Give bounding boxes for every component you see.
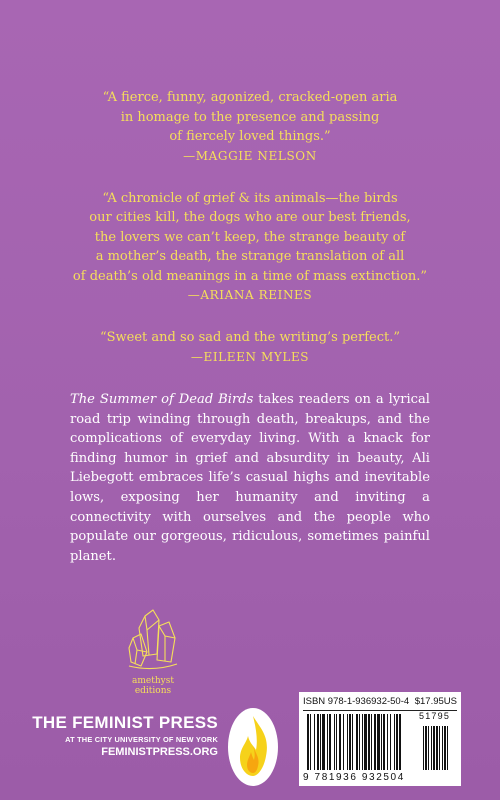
- price-text: $17.95US: [414, 696, 457, 707]
- flame-icon: [226, 706, 280, 788]
- publisher-url: FEMINISTPRESS.ORG: [101, 746, 218, 758]
- isbn-text: ISBN 978-1-936932-50-4: [303, 696, 410, 707]
- book-description: [70, 390, 430, 566]
- blurb-eileen-myles: [0, 328, 500, 367]
- imprint-label: amethyst editions: [132, 676, 174, 696]
- barcode-header: [303, 696, 457, 711]
- amethyst-crystal-icon: [125, 608, 181, 674]
- description-text: takes readers on a lyrical road trip winding through death, breakups, and the complications of everyday living. With a knack for finding humor in grief and absurdity in beauty, Ali Liebegott embraces life’s casual highs and inevitable lows, exposing her humanity and inviting a connectivity with ourselves and the people who populate our gorgeous, ridiculous, sometimes painful planet.: [70, 392, 430, 564]
- imprint-logo: [113, 608, 193, 696]
- blurb-author: —ARIANA REINES: [187, 288, 313, 302]
- flame-logo: [226, 706, 280, 792]
- blurb-maggie-nelson: [0, 88, 500, 166]
- barcode-digits: 9 781936 932504: [303, 772, 405, 783]
- publisher-name: THE FEMINIST PRESS: [32, 713, 218, 732]
- blurb-author: —MAGGIE NELSON: [183, 148, 317, 163]
- barcode-label: [299, 692, 461, 786]
- barcode-bars: [303, 712, 457, 772]
- blurb-quote: “A chronicle of grief & its animals—the birds our cities kill, the dogs who are our best friends, the lovers we can’t keep, the strange beauty of a mother’s death, the strange translation of all of death’s old meanings in a time of mass extinction.”: [72, 190, 428, 284]
- blurb-ariana-reines: [0, 189, 500, 306]
- publisher-subline: AT THE CITY UNIVERSITY OF NEW YORK: [65, 735, 218, 744]
- barcode-addon: 51795: [419, 711, 451, 721]
- book-title: The Summer of Dead Birds: [70, 392, 254, 407]
- blurb-quote: “A fierce, funny, agonized, cracked-open aria in homage to the presence and passing of fiercely loved things.”: [102, 90, 398, 144]
- blurb-author: —EILEEN MYLES: [190, 349, 310, 364]
- blurbs: [0, 88, 500, 390]
- publisher-block: [32, 713, 218, 758]
- blurb-quote: “Sweet and so sad and the writing’s perfect.”: [99, 330, 401, 345]
